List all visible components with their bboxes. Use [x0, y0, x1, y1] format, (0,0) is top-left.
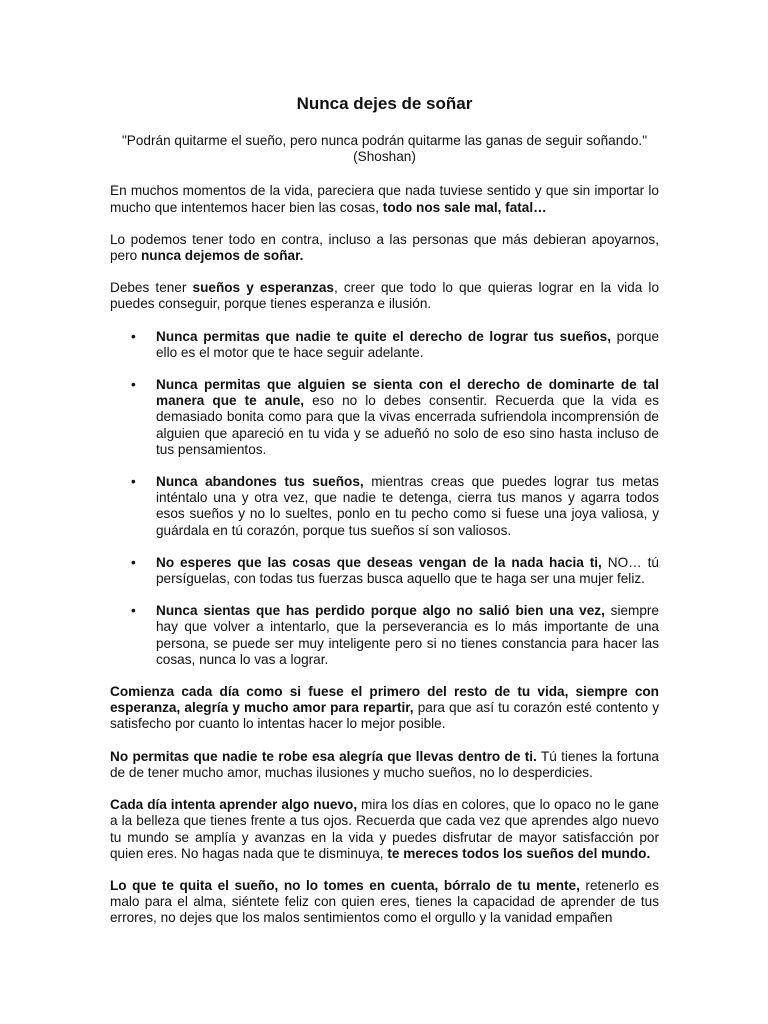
paragraph [110, 797, 659, 862]
list-item-emphasis: Nunca permitas que alguien se sienta con el derecho de dominarte de tal manera que te anule, [156, 377, 659, 409]
paragraph-emphasis: sueños y esperanzas [192, 280, 334, 296]
list-item-text: porque ello es el motor que te hace seguir adelante. [156, 328, 659, 360]
paragraph [110, 749, 659, 781]
paragraph-emphasis: te mereces todos los sueños del mundo. [387, 845, 651, 861]
list-item-emphasis: Nunca permitas que nadie te quite el derecho de lograr tus sueños, [156, 328, 612, 344]
paragraph [110, 684, 659, 733]
paragraph-text: En muchos momentos de la vida, pareciera que nada tuviese sentido y que sin importar lo mucho que intentemos hacer bien las cosas, [110, 183, 659, 215]
paragraph [110, 878, 659, 927]
paragraph-emphasis: todo nos sale mal, fatal… [382, 199, 547, 215]
list-item-text: eso no lo debes consentir. Recuerda que la vida es demasiado bonita como para que la vivas encerrada sufriendola incomprensión de alguien que apareció en tu vida y se adueñó no solo de eso sino hasta incluso de tus pensamientos. [156, 393, 659, 457]
quote-text: "Podrán quitarme el sueño, pero nunca podrán quitarme las ganas de seguir soñando." [121, 133, 648, 148]
list-item-text: siempre hay que volver a intentarlo, que la perseverancia es lo más importante de una persona, se puede ser muy inteligente pero si no tienes constancia para hacer las cosas, nunca lo vas a lograr. [156, 603, 659, 667]
list-item [156, 555, 659, 587]
paragraph-text: Lo podemos tener todo en contra, incluso a las personas que más debieran apoyarnos, pero [110, 231, 659, 264]
paragraph [110, 183, 659, 215]
paragraph-text: , creer que todo lo que quieras lograr en la vida lo puedes conseguir, porque tienes esperanza e ilusión. [110, 280, 660, 312]
paragraph-text: para que así tu corazón esté contento y satisfecho por cuanto lo intentas hacer lo mejor posible. [110, 700, 660, 732]
paragraph-text: Tú tienes la fortuna de de tener mucho amor, muchas ilusiones y mucho sueños, no lo desperdicies. [110, 748, 659, 780]
paragraph-emphasis: nunca dejemos de soñar. [140, 248, 304, 264]
list-item-emphasis: Nunca abandones tus sueños, [156, 474, 364, 490]
document-title: Nunca dejes de soñar [296, 94, 473, 113]
list-item [156, 603, 659, 668]
paragraph [110, 232, 659, 264]
paragraph-emphasis: Comienza cada día como si fuese el primero del resto de tu vida, siempre con esperanza, alegría y mucho amor para repartir, [110, 684, 659, 716]
list-item [156, 474, 659, 539]
paragraph-emphasis: Lo que te quita el sueño, no lo tomes en cuenta, bórralo de tu mente, [110, 877, 580, 893]
list-item-emphasis: No esperes que las cosas que deseas vengan de la nada hacia ti, [156, 554, 602, 570]
paragraph-text: retenerlo es malo para el alma, siéntete feliz con quien eres, tienes la capacidad de aprender de tus errores, no dejes que los malos sentimientos como el orgullo y la vanidad empañen [110, 877, 660, 926]
paragraph [110, 280, 659, 312]
list-item-text: NO… tú persíguelas, con todas tus fuerzas busca aquello que te haga ser una mujer feliz. [156, 554, 659, 587]
list-item-text: mientras creas que puedes lograr tus metas inténtalo una y otra vez, que nadie te detenga, cierra tus manos y agarra todos esos sueños y no lo sueltes, ponlo en tu pecho como si fuese una joya valiosa, y guárdala en tú corazón, porque tus sueños sí son valiosos. [156, 474, 659, 538]
epigraph-quote [110, 133, 659, 165]
list-item-emphasis: Nunca sientas que has perdido porque algo no salió bien una vez, [156, 603, 605, 619]
bullet-list [110, 329, 659, 668]
paragraph-emphasis: Cada día intenta aprender algo nuevo, [110, 797, 358, 813]
paragraph-text: Debes tener [110, 280, 193, 296]
paragraph-text: mira los días en colores, que lo opaco no le gane a la belleza que tienes frente a tus ojos. Recuerda que cada vez que aprendes algo nuevo tu mundo se amplía y avanzas en la vida y puedes disfrutar de mayor satisfacción por quien eres. No hagas nada que te disminuya, [110, 797, 659, 861]
paragraph-emphasis: No permitas que nadie te robe esa alegría que llevas dentro de ti. [110, 748, 537, 764]
list-item [156, 377, 659, 458]
quote-author: (Shoshan) [353, 149, 416, 165]
list-item [156, 329, 659, 361]
